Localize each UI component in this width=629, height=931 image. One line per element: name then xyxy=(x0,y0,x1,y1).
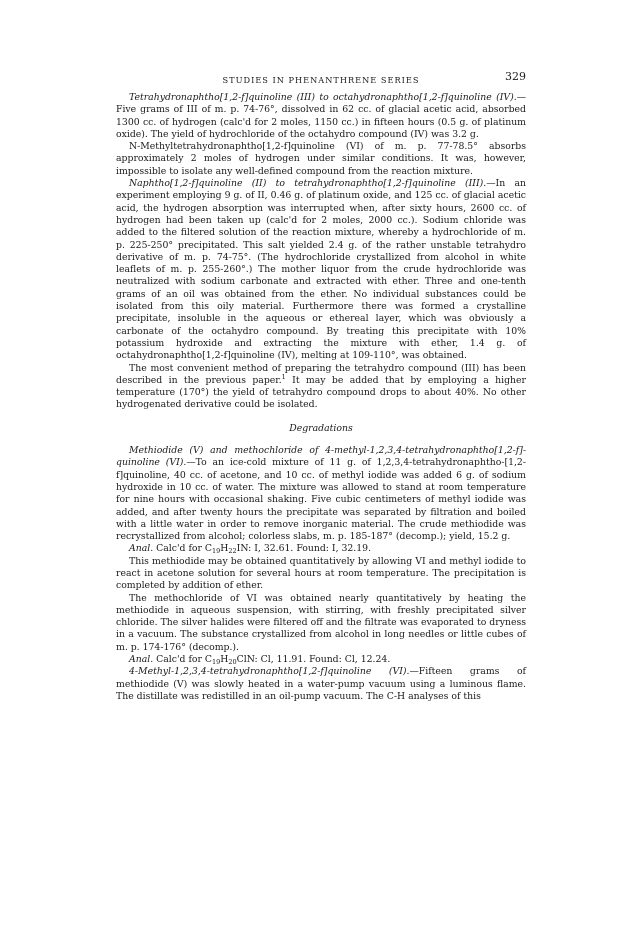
paragraph-body: —In an experiment employing 9 g. of II, 0.46 g. of platinum oxide, and 125 cc. of glacial acetic acid, the hydrogen absorption was interrupted when, after sixty hours, 2600 cc. of hydrogen had been taken up (calc'd for 2 moles, 2000 cc.). Sodium chloride was added to the filtered solution of the reaction mixture, whereby a hydrochloride of m. p. 225-250° precipitated. This salt yielded 2.4 g. of the rather unstable tetrahydro derivative of m. p. 74-75°. (The hydrochloride crystallized from alcohol in white leaflets of m. p. 255-260°.) The mother liquor from the crude hydrochloride was neutralized with sodium carbonate and extracted with ether. Three and one-tenth grams of an oil was obtained from the ether. No individual substances could be isolated from this oily material. Furthermore there was formed a crystalline precipitate, insoluble in the aqueous or ethereal layer, which was obviously a carbonate of the octahydro compound. By treating this precipitate with 10% potassium hydroxide and extracting the mixture with ether, 1.4 g. of octahydronaphtho[1,2-f]quinoline (IV), melting at 109-110°, was obtained. xyxy=(116,178,526,362)
analysis-methiodide xyxy=(116,543,526,555)
analysis-formula: Calc'd for C xyxy=(153,654,212,666)
paragraph-body: N-Methyltetrahydronaphtho[1,2-f]quinoline (VI) of m. p. 77-78.5° absorbs approximately 2 moles of hydrogen under similar conditions. It was, however, impossible to isolate any well-defined compound from the reaction mixture. xyxy=(116,141,526,177)
paragraph-convenient-method xyxy=(116,363,526,412)
paragraph-body: —Fifteen grams of methiodide (V) was slowly heated in a water-pump vacuum using a luminous flame. The distillate was redistilled in an oil-pump vacuum. The C-H analyses of this xyxy=(116,666,526,702)
paragraph-methyl-vi xyxy=(116,141,526,178)
paragraph-methyl-tetrahydro xyxy=(116,666,526,703)
analysis-result: IN: I, 32.61. Found: I, 32.19. xyxy=(236,543,372,555)
paragraph-hydrogenation-iii xyxy=(116,92,526,141)
paragraph-hydrogenation-ii xyxy=(116,178,526,362)
analysis-result: ClN: Cl, 11.91. Found: Cl, 12.24. xyxy=(236,654,391,666)
formula-subscript: 22 xyxy=(228,547,237,556)
paragraph-title: 4-Methyl-1,2,3,4-tetrahydronaphtho[1,2-f]quinoline (VI). xyxy=(129,666,410,678)
analysis-formula: Calc'd for C xyxy=(153,543,212,555)
paragraph-body: —Five grams of III of m. p. 74-76°, dissolved in 62 cc. of glacial acetic acid, absorbed 1300 cc. of hydrogen (calc'd for 2 moles, 1150 cc.) in fifteen hours (0.5 g. of platinum oxide). The yield of hydrochloride of the octahydro compound (IV) was 3.2 g. xyxy=(116,92,526,140)
paragraph-body: This methiodide may be obtained quantitatively by allowing VI and methyl iodide to react in acetone solution for several hours at room temperature. The precipitation is completed by addition of ether. xyxy=(116,555,526,592)
paragraph-methiodide xyxy=(116,445,526,543)
paragraph-body: —To an ice-cold mixture of 11 g. of 1,2,3,4-tetrahydronaphtho-[1,2-f]quinoline, 40 cc. of acetone, and 10 cc. of methyl iodide was added 6 g. of sodium hydroxide in 10 cc. of water. The mixture was allowed to stand at room temperature for nine hours with occasional shaking. Five cubic centimeters of methyl iodide was added, and after twenty hours the precipitate was separated by filtration and boiled with a little water in order to remove inorganic material. The crude methiodide was recrystallized from alcohol; colorless slabs, m. p. 185-187° (decomp.); yield, 15.2 g. xyxy=(116,457,526,543)
paragraph-quantitative xyxy=(116,556,526,593)
formula-subscript: 20 xyxy=(228,658,237,667)
paragraph-methochloride xyxy=(116,593,526,654)
paragraph-body: The most convenient method of preparing the tetrahydro compound (III) has been described in the previous paper. xyxy=(116,362,526,386)
section-heading: Degradations xyxy=(289,422,353,434)
page-number: 329 xyxy=(505,70,526,83)
paragraph-title: Tetrahydronaphtho[1,2-f]quinoline (III) to octahydronaphtho[1,2-f]quinoline (IV). xyxy=(129,92,517,103)
analysis-formula: H xyxy=(220,654,229,666)
analysis-label: Anal. xyxy=(129,543,154,555)
footnote-marker[interactable]: 1 xyxy=(281,372,286,381)
analysis-label: Anal. xyxy=(129,654,154,666)
paper-page xyxy=(116,62,526,703)
paragraph-title: Naphtho[1,2-f]quinoline (II) to tetrahydronaphtho[1,2-f]quinoline (III). xyxy=(129,178,487,190)
running-head: STUDIES IN PHENANTHRENE SERIES xyxy=(222,75,420,85)
formula-subscript: 19 xyxy=(212,658,221,667)
paragraph-body: The methochloride of VI was obtained nearly quantitatively by heating the methiodide in aqueous suspension, with stirring, with freshly precipitated silver chloride. The silver halides were filtered off and the filtrate was evaporated to dryness in a vacuum. The substance crystallized from alcohol in long needles or little cubes of m. p. 174-176° (decomp.). xyxy=(116,592,526,653)
paragraph-body: It may be added that by employing a higher temperature (170°) the yield of tetrahydro compound drops to about 40%. No other hydrogenated derivative could be isolated. xyxy=(116,374,526,411)
analysis-formula: H xyxy=(220,543,229,555)
formula-subscript: 19 xyxy=(212,547,221,556)
analysis-methochloride xyxy=(116,654,526,666)
paragraph-title: Methiodide (V) and methochloride of 4-methyl-1,2,3,4-tetrahydronaphtho[1,2-f]-quinoline (VI). xyxy=(116,445,526,469)
page-header xyxy=(116,62,526,92)
